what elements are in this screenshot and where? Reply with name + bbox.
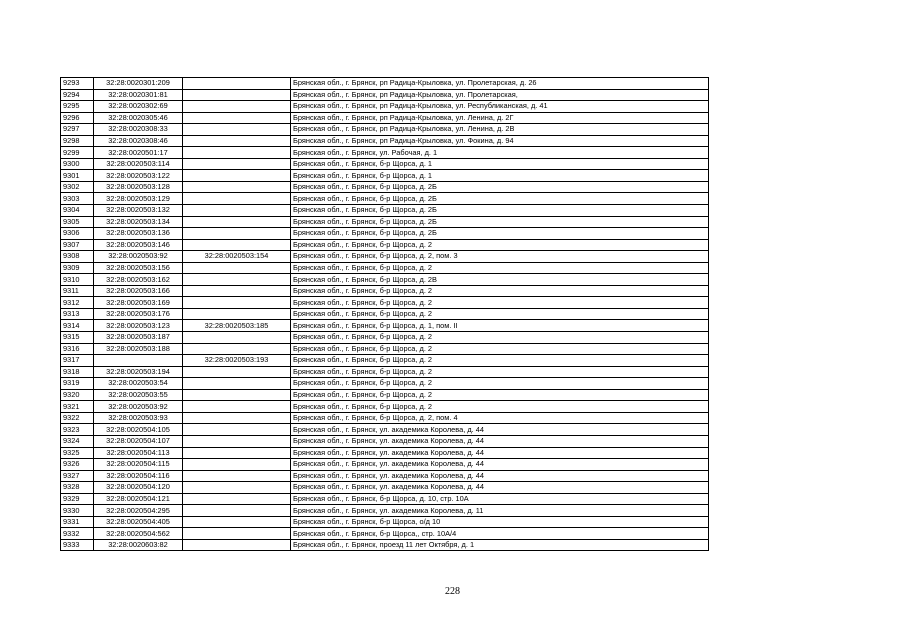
table-row bbox=[61, 539, 709, 551]
row-number-cell: 9323 bbox=[61, 424, 94, 436]
row-number-cell: 9307 bbox=[61, 239, 94, 251]
address-cell: Брянская обл., г. Брянск, рп Радица-Крыловка, ул. Ленина, д. 2В bbox=[291, 124, 709, 136]
table-row bbox=[61, 516, 709, 528]
cadastral-number-cell: 32:28:0020305:46 bbox=[94, 112, 183, 124]
table-row bbox=[61, 193, 709, 205]
address-cell: Брянская обл., г. Брянск, б-р Щорса, д. 2, пом. 4 bbox=[291, 412, 709, 424]
row-number-cell: 9293 bbox=[61, 78, 94, 90]
registry-table bbox=[60, 77, 709, 551]
table-row bbox=[61, 343, 709, 355]
address-cell: Брянская обл., г. Брянск, б-р Щорса, д. 2Б bbox=[291, 181, 709, 193]
cadastral-number-cell: 32:28:0020308:46 bbox=[94, 135, 183, 147]
cadastral-number-cell: 32:28:0020504:115 bbox=[94, 459, 183, 471]
table-row bbox=[61, 135, 709, 147]
table-row bbox=[61, 308, 709, 320]
row-number-cell: 9316 bbox=[61, 343, 94, 355]
address-cell: Брянская обл., г. Брянск, б-р Щорса, д. 2 bbox=[291, 332, 709, 344]
secondary-cadastral-number-cell bbox=[183, 459, 291, 471]
cadastral-number-cell: 32:28:0020503:54 bbox=[94, 378, 183, 390]
row-number-cell: 9322 bbox=[61, 412, 94, 424]
secondary-cadastral-number-cell bbox=[183, 539, 291, 551]
table-row bbox=[61, 181, 709, 193]
row-number-cell: 9319 bbox=[61, 378, 94, 390]
address-cell: Брянская обл., г. Брянск, б-р Щорса, о/д 10 bbox=[291, 516, 709, 528]
address-cell: Брянская обл., г. Брянск, ул. Рабочая, д. 1 bbox=[291, 147, 709, 159]
address-cell: Брянская обл., г. Брянск, б-р Щорса, д. 1 bbox=[291, 170, 709, 182]
cadastral-number-cell: 32:28:0020503:169 bbox=[94, 297, 183, 309]
table-row bbox=[61, 297, 709, 309]
secondary-cadastral-number-cell bbox=[183, 262, 291, 274]
cadastral-number-cell: 32:28:0020504:116 bbox=[94, 470, 183, 482]
registry-table-body bbox=[61, 78, 709, 551]
secondary-cadastral-number-cell bbox=[183, 101, 291, 113]
cadastral-number-cell: 32:28:0020504:562 bbox=[94, 528, 183, 540]
row-number-cell: 9315 bbox=[61, 332, 94, 344]
cadastral-number-cell: 32:28:0020503:55 bbox=[94, 389, 183, 401]
address-cell: Брянская обл., г. Брянск, рп Радица-Крыловка, ул. Ленина, д. 2Г bbox=[291, 112, 709, 124]
cadastral-number-cell: 32:28:0020503:123 bbox=[94, 320, 183, 332]
table-row bbox=[61, 78, 709, 90]
table-row bbox=[61, 251, 709, 263]
address-cell: Брянская обл., г. Брянск, б-р Щорса, д. 2Б bbox=[291, 216, 709, 228]
table-row bbox=[61, 459, 709, 471]
cadastral-number-cell: 32:28:0020504:121 bbox=[94, 493, 183, 505]
secondary-cadastral-number-cell bbox=[183, 343, 291, 355]
cadastral-number-cell: 32:28:0020504:405 bbox=[94, 516, 183, 528]
secondary-cadastral-number-cell bbox=[183, 181, 291, 193]
secondary-cadastral-number-cell bbox=[183, 332, 291, 344]
address-cell: Брянская обл., г. Брянск, ул. академика Королева, д. 44 bbox=[291, 435, 709, 447]
table-row bbox=[61, 366, 709, 378]
table-row bbox=[61, 424, 709, 436]
row-number-cell: 9304 bbox=[61, 205, 94, 217]
secondary-cadastral-number-cell bbox=[183, 216, 291, 228]
cadastral-number-cell: 32:28:0020503:187 bbox=[94, 332, 183, 344]
table-row bbox=[61, 447, 709, 459]
secondary-cadastral-number-cell bbox=[183, 124, 291, 136]
cadastral-number-cell: 32:28:0020603:82 bbox=[94, 539, 183, 551]
row-number-cell: 9320 bbox=[61, 389, 94, 401]
table-row bbox=[61, 435, 709, 447]
table-row bbox=[61, 505, 709, 517]
secondary-cadastral-number-cell bbox=[183, 205, 291, 217]
cadastral-number-cell: 32:28:0020503:92 bbox=[94, 251, 183, 263]
cadastral-number-cell: 32:28:0020503:176 bbox=[94, 308, 183, 320]
address-cell: Брянская обл., г. Брянск, б-р Щорса, д. 2 bbox=[291, 262, 709, 274]
row-number-cell: 9321 bbox=[61, 401, 94, 413]
secondary-cadastral-number-cell bbox=[183, 424, 291, 436]
address-cell: Брянская обл., г. Брянск, рп Радица-Крыловка, ул. Пролетарская, bbox=[291, 89, 709, 101]
secondary-cadastral-number-cell bbox=[183, 366, 291, 378]
secondary-cadastral-number-cell bbox=[183, 147, 291, 159]
row-number-cell: 9301 bbox=[61, 170, 94, 182]
secondary-cadastral-number-cell: 32:28:0020503:185 bbox=[183, 320, 291, 332]
cadastral-number-cell: 32:28:0020501:17 bbox=[94, 147, 183, 159]
row-number-cell: 9295 bbox=[61, 101, 94, 113]
secondary-cadastral-number-cell bbox=[183, 274, 291, 286]
table-row bbox=[61, 228, 709, 240]
address-cell: Брянская обл., г. Брянск, б-р Щорса, д. 2 bbox=[291, 343, 709, 355]
address-cell: Брянская обл., г. Брянск, б-р Щорса, д. 2 bbox=[291, 308, 709, 320]
row-number-cell: 9297 bbox=[61, 124, 94, 136]
row-number-cell: 9308 bbox=[61, 251, 94, 263]
table-row bbox=[61, 239, 709, 251]
cadastral-number-cell bbox=[94, 355, 183, 367]
table-row bbox=[61, 112, 709, 124]
table-row bbox=[61, 401, 709, 413]
address-cell: Брянская обл., г. Брянск, б-р Щорса, д. 2 bbox=[291, 366, 709, 378]
row-number-cell: 9300 bbox=[61, 158, 94, 170]
cadastral-number-cell: 32:28:0020503:93 bbox=[94, 412, 183, 424]
address-cell: Брянская обл., г. Брянск, б-р Щорса, д. 1, пом. II bbox=[291, 320, 709, 332]
secondary-cadastral-number-cell bbox=[183, 378, 291, 390]
address-cell: Брянская обл., г. Брянск, б-р Щорса, д. 2Б bbox=[291, 228, 709, 240]
page-number: 228 bbox=[445, 586, 460, 597]
table-row bbox=[61, 158, 709, 170]
table-row bbox=[61, 355, 709, 367]
secondary-cadastral-number-cell bbox=[183, 297, 291, 309]
row-number-cell: 9299 bbox=[61, 147, 94, 159]
row-number-cell: 9330 bbox=[61, 505, 94, 517]
table-row bbox=[61, 320, 709, 332]
address-cell: Брянская обл., г. Брянск, проезд 11 лет Октября, д. 1 bbox=[291, 539, 709, 551]
row-number-cell: 9327 bbox=[61, 470, 94, 482]
cadastral-number-cell: 32:28:0020301:81 bbox=[94, 89, 183, 101]
cadastral-number-cell: 32:28:0020503:129 bbox=[94, 193, 183, 205]
secondary-cadastral-number-cell bbox=[183, 482, 291, 494]
secondary-cadastral-number-cell bbox=[183, 158, 291, 170]
secondary-cadastral-number-cell bbox=[183, 308, 291, 320]
table-row bbox=[61, 124, 709, 136]
table-row bbox=[61, 470, 709, 482]
cadastral-number-cell: 32:28:0020308:33 bbox=[94, 124, 183, 136]
secondary-cadastral-number-cell bbox=[183, 170, 291, 182]
table-row bbox=[61, 89, 709, 101]
address-cell: Брянская обл., г. Брянск, б-р Щорса, д. 2В bbox=[291, 274, 709, 286]
address-cell: Брянская обл., г. Брянск, б-р Щорса, д. 2 bbox=[291, 389, 709, 401]
row-number-cell: 9329 bbox=[61, 493, 94, 505]
cadastral-number-cell: 32:28:0020503:136 bbox=[94, 228, 183, 240]
table-row bbox=[61, 170, 709, 182]
secondary-cadastral-number-cell bbox=[183, 505, 291, 517]
address-cell: Брянская обл., г. Брянск, б-р Щорса, д. 1 bbox=[291, 158, 709, 170]
cadastral-number-cell: 32:28:0020503:114 bbox=[94, 158, 183, 170]
address-cell: Брянская обл., г. Брянск, б-р Щорса, д. 2 bbox=[291, 297, 709, 309]
cadastral-number-cell: 32:28:0020503:194 bbox=[94, 366, 183, 378]
cadastral-number-cell: 32:28:0020503:134 bbox=[94, 216, 183, 228]
secondary-cadastral-number-cell bbox=[183, 239, 291, 251]
secondary-cadastral-number-cell bbox=[183, 447, 291, 459]
secondary-cadastral-number-cell bbox=[183, 112, 291, 124]
table-row bbox=[61, 285, 709, 297]
row-number-cell: 9314 bbox=[61, 320, 94, 332]
cadastral-number-cell: 32:28:0020504:105 bbox=[94, 424, 183, 436]
table-row bbox=[61, 482, 709, 494]
cadastral-number-cell: 32:28:0020504:120 bbox=[94, 482, 183, 494]
address-cell: Брянская обл., г. Брянск, б-р Щорса, д. 2, пом. 3 bbox=[291, 251, 709, 263]
address-cell: Брянская обл., г. Брянск, рп Радица-Крыловка, ул. Фокина, д. 94 bbox=[291, 135, 709, 147]
cadastral-number-cell: 32:28:0020503:92 bbox=[94, 401, 183, 413]
cadastral-number-cell: 32:28:0020301:209 bbox=[94, 78, 183, 90]
row-number-cell: 9311 bbox=[61, 285, 94, 297]
secondary-cadastral-number-cell bbox=[183, 389, 291, 401]
address-cell: Брянская обл., г. Брянск, ул. академика Королева, д. 44 bbox=[291, 447, 709, 459]
table-row bbox=[61, 528, 709, 540]
row-number-cell: 9313 bbox=[61, 308, 94, 320]
row-number-cell: 9318 bbox=[61, 366, 94, 378]
table-row bbox=[61, 493, 709, 505]
address-cell: Брянская обл., г. Брянск, б-р Щорса, д. 2 bbox=[291, 285, 709, 297]
cadastral-number-cell: 32:28:0020503:166 bbox=[94, 285, 183, 297]
row-number-cell: 9312 bbox=[61, 297, 94, 309]
address-cell: Брянская обл., г. Брянск, ул. академика Королева, д. 44 bbox=[291, 482, 709, 494]
address-cell: Брянская обл., г. Брянск, ул. академика Королева, д. 44 bbox=[291, 459, 709, 471]
address-cell: Брянская обл., г. Брянск, ул. академика Королева, д. 11 bbox=[291, 505, 709, 517]
table-row bbox=[61, 101, 709, 113]
secondary-cadastral-number-cell bbox=[183, 285, 291, 297]
address-cell: Брянская обл., г. Брянск, ул. академика Королева, д. 44 bbox=[291, 424, 709, 436]
address-cell: Брянская обл., г. Брянск, б-р Щорса, д. 2Б bbox=[291, 193, 709, 205]
secondary-cadastral-number-cell bbox=[183, 493, 291, 505]
secondary-cadastral-number-cell: 32:28:0020503:154 bbox=[183, 251, 291, 263]
cadastral-number-cell: 32:28:0020503:188 bbox=[94, 343, 183, 355]
cadastral-number-cell: 32:28:0020503:132 bbox=[94, 205, 183, 217]
row-number-cell: 9306 bbox=[61, 228, 94, 240]
table-row bbox=[61, 378, 709, 390]
row-number-cell: 9328 bbox=[61, 482, 94, 494]
cadastral-number-cell: 32:28:0020503:128 bbox=[94, 181, 183, 193]
row-number-cell: 9303 bbox=[61, 193, 94, 205]
cadastral-number-cell: 32:28:0020503:122 bbox=[94, 170, 183, 182]
registry-table-container bbox=[60, 77, 709, 551]
secondary-cadastral-number-cell bbox=[183, 470, 291, 482]
address-cell: Брянская обл., г. Брянск, б-р Щорса, д. 10, стр. 10А bbox=[291, 493, 709, 505]
address-cell: Брянская обл., г. Брянск, рп Радица-Крыловка, ул. Республиканская, д. 41 bbox=[291, 101, 709, 113]
row-number-cell: 9317 bbox=[61, 355, 94, 367]
secondary-cadastral-number-cell bbox=[183, 78, 291, 90]
row-number-cell: 9324 bbox=[61, 435, 94, 447]
table-row bbox=[61, 332, 709, 344]
row-number-cell: 9294 bbox=[61, 89, 94, 101]
secondary-cadastral-number-cell bbox=[183, 412, 291, 424]
row-number-cell: 9333 bbox=[61, 539, 94, 551]
secondary-cadastral-number-cell bbox=[183, 135, 291, 147]
row-number-cell: 9302 bbox=[61, 181, 94, 193]
table-row bbox=[61, 389, 709, 401]
cadastral-number-cell: 32:28:0020503:156 bbox=[94, 262, 183, 274]
row-number-cell: 9310 bbox=[61, 274, 94, 286]
address-cell: Брянская обл., г. Брянск, б-р Щорса, д. 2 bbox=[291, 239, 709, 251]
cadastral-number-cell: 32:28:0020504:295 bbox=[94, 505, 183, 517]
secondary-cadastral-number-cell bbox=[183, 516, 291, 528]
cadastral-number-cell: 32:28:0020503:162 bbox=[94, 274, 183, 286]
cadastral-number-cell: 32:28:0020302:69 bbox=[94, 101, 183, 113]
cadastral-number-cell: 32:28:0020503:146 bbox=[94, 239, 183, 251]
row-number-cell: 9326 bbox=[61, 459, 94, 471]
secondary-cadastral-number-cell bbox=[183, 528, 291, 540]
secondary-cadastral-number-cell: 32:28:0020503:193 bbox=[183, 355, 291, 367]
table-row bbox=[61, 412, 709, 424]
secondary-cadastral-number-cell bbox=[183, 193, 291, 205]
table-row bbox=[61, 274, 709, 286]
secondary-cadastral-number-cell bbox=[183, 435, 291, 447]
row-number-cell: 9332 bbox=[61, 528, 94, 540]
row-number-cell: 9325 bbox=[61, 447, 94, 459]
row-number-cell: 9298 bbox=[61, 135, 94, 147]
secondary-cadastral-number-cell bbox=[183, 89, 291, 101]
address-cell: Брянская обл., г. Брянск, б-р Щорса, д. 2 bbox=[291, 378, 709, 390]
table-row bbox=[61, 147, 709, 159]
address-cell: Брянская обл., г. Брянск, б-р Щорса, д. 2Б bbox=[291, 205, 709, 217]
address-cell: Брянская обл., г. Брянск, б-р Щорса,, стр. 10А/4 bbox=[291, 528, 709, 540]
row-number-cell: 9305 bbox=[61, 216, 94, 228]
cadastral-number-cell: 32:28:0020504:113 bbox=[94, 447, 183, 459]
table-row bbox=[61, 262, 709, 274]
row-number-cell: 9331 bbox=[61, 516, 94, 528]
address-cell: Брянская обл., г. Брянск, б-р Щорса, д. 2 bbox=[291, 401, 709, 413]
secondary-cadastral-number-cell bbox=[183, 401, 291, 413]
table-row bbox=[61, 205, 709, 217]
table-row bbox=[61, 216, 709, 228]
row-number-cell: 9296 bbox=[61, 112, 94, 124]
cadastral-number-cell: 32:28:0020504:107 bbox=[94, 435, 183, 447]
address-cell: Брянская обл., г. Брянск, б-р Щорса, д. 2 bbox=[291, 355, 709, 367]
address-cell: Брянская обл., г. Брянск, рп Радица-Крыловка, ул. Пролетарская, д. 26 bbox=[291, 78, 709, 90]
row-number-cell: 9309 bbox=[61, 262, 94, 274]
address-cell: Брянская обл., г. Брянск, ул. академика Королева, д. 44 bbox=[291, 470, 709, 482]
secondary-cadastral-number-cell bbox=[183, 228, 291, 240]
